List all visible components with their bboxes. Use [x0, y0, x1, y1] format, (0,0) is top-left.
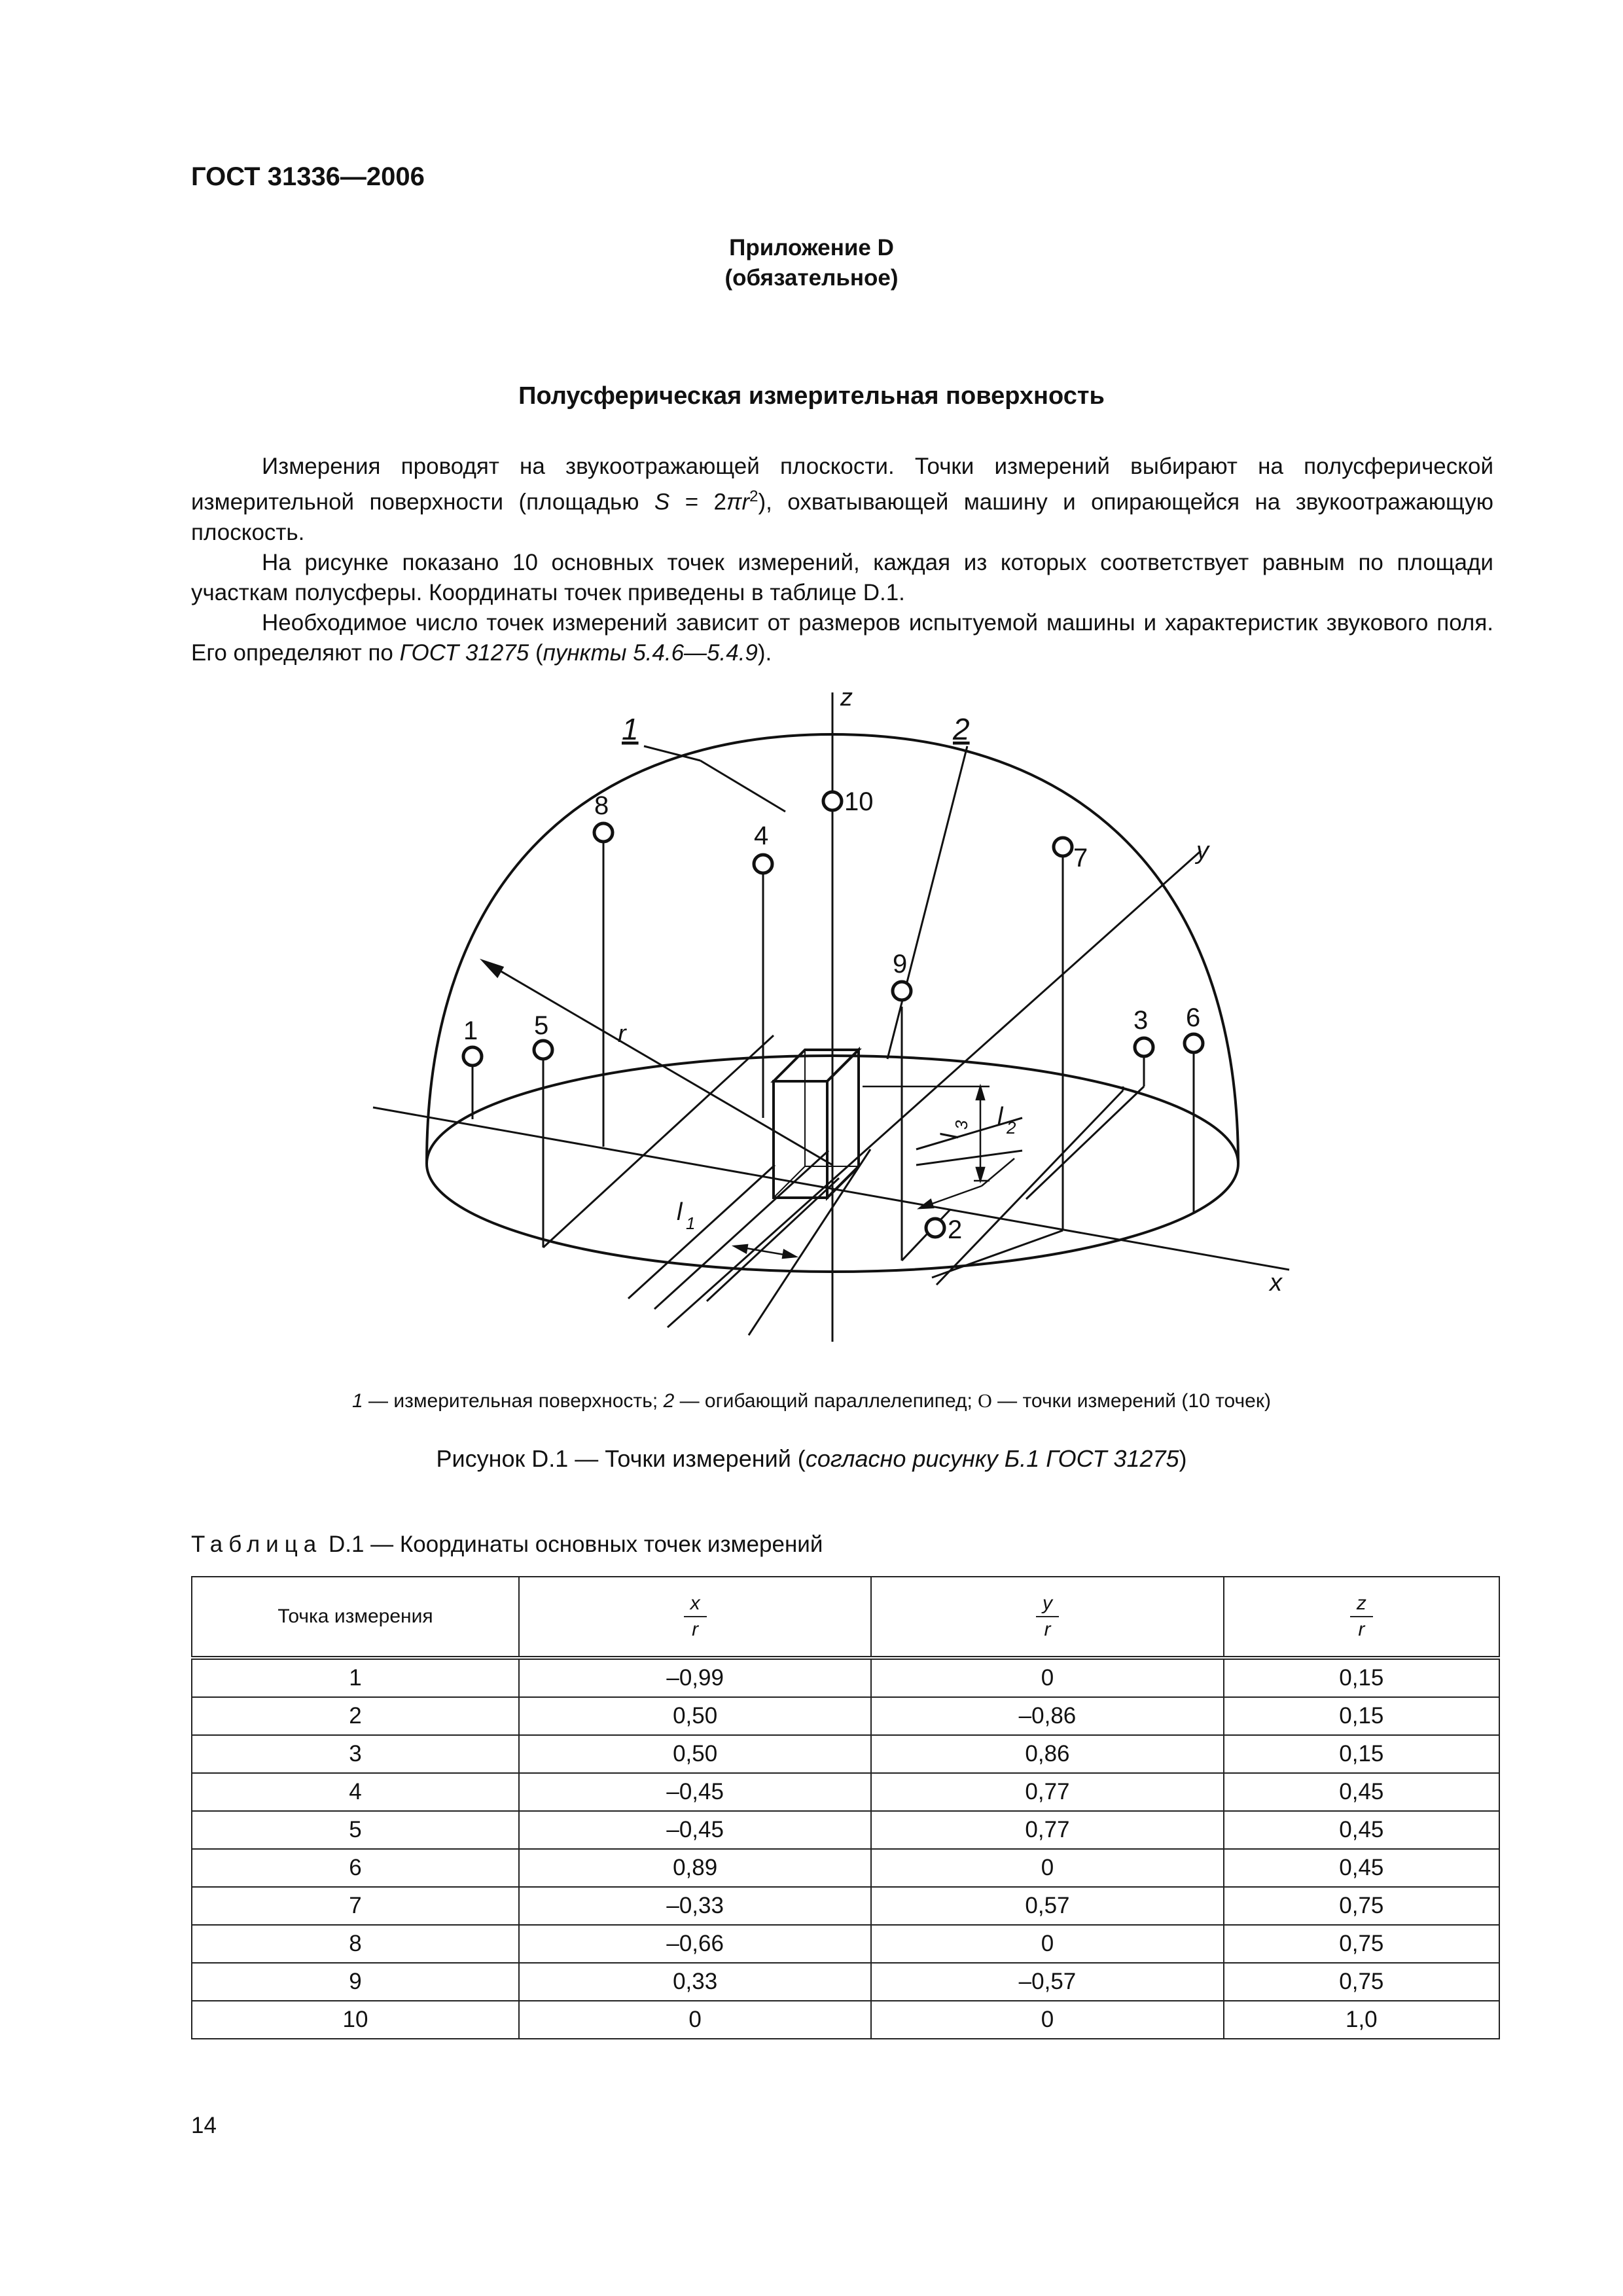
header-x: $\frac{x}{r}$ [519, 1577, 871, 1658]
annex-title: Приложение D [729, 235, 894, 260]
table-cell: 0,57 [871, 1887, 1223, 1925]
svg-text:2: 2 [1007, 1118, 1016, 1138]
table-cell: –0,66 [519, 1925, 871, 1963]
section-title: Полусферическая измерительная поверхность [518, 382, 1105, 410]
axis-y-label: y [1196, 837, 1209, 865]
figure-legend: 1 — измерительная поверхность; 2 — огибающий параллелепипед; O — точки измерений (10 точек) [352, 1390, 1271, 1412]
table-row [192, 1849, 1499, 1887]
table-cell: 0,75 [1224, 1963, 1499, 2001]
table-cell: –0,86 [871, 1697, 1223, 1735]
table-cell: 0 [871, 1925, 1223, 1963]
table-row [192, 1887, 1499, 1925]
dim-l3-label: l [936, 1133, 964, 1139]
table-row [192, 1735, 1499, 1773]
table-cell: 2 [192, 1697, 519, 1735]
table-cell: 0,50 [519, 1735, 871, 1773]
point-label-4: 4 [754, 821, 769, 850]
paragraph-1: Измерения проводят на звукоотражающей плоскости. Точки измерений выбирают на полусферической измерительной поверхности (площадью $S = 2\pi r^2$), охватывающей машину и опирающейся на звукоотражающую плоскость. [191, 454, 1493, 545]
callout-2: 2 [953, 712, 970, 746]
point-8 [594, 823, 613, 842]
table-cell: 4 [192, 1773, 519, 1811]
table-cell: 9 [192, 1963, 519, 2001]
point-label-1: 1 [463, 1016, 478, 1045]
table-cell: –0,45 [519, 1773, 871, 1811]
table-row [192, 1925, 1499, 1963]
hemisphere-figure [353, 681, 1296, 1361]
table-cell: 5 [192, 1811, 519, 1849]
figure-caption: Рисунок D.1 — Точки измерений (согласно рисунку Б.1 ГОСТ 31275) [436, 1445, 1187, 1472]
table-row [192, 1658, 1499, 1697]
table-cell: 0,45 [1224, 1849, 1499, 1887]
table-cell: 0 [871, 1849, 1223, 1887]
point-5 [534, 1041, 552, 1059]
table-caption: Таблица D.1 — Координаты основных точек измерений [191, 1532, 823, 1557]
table-cell: 0,45 [1224, 1773, 1499, 1811]
annex-heading [0, 233, 1623, 293]
table-cell: 0 [519, 2001, 871, 2039]
point-6 [1185, 1034, 1203, 1052]
dim-l2-label: l [997, 1103, 1003, 1130]
table-row [192, 1697, 1499, 1735]
table-cell: 0,15 [1224, 1735, 1499, 1773]
dim-l1-label: l [677, 1198, 683, 1226]
point-symbol: O [978, 1390, 992, 1412]
table-cell: 0,45 [1224, 1811, 1499, 1849]
table-cell: 0,50 [519, 1697, 871, 1735]
table-cell: 0,15 [1224, 1697, 1499, 1735]
point-label-8: 8 [594, 791, 609, 820]
coordinates-table [191, 1576, 1500, 2039]
table-cell: 8 [192, 1925, 519, 1963]
callout-1: 1 [622, 712, 639, 746]
x-axis [373, 1107, 1289, 1270]
point-label-10: 10 [844, 787, 874, 816]
radius-arrowhead [483, 961, 503, 977]
radius-label: r [618, 1020, 626, 1048]
point-label-3: 3 [1133, 1006, 1149, 1035]
table-cell: 0,75 [1224, 1887, 1499, 1925]
table-row [192, 1773, 1499, 1811]
radius-line [483, 961, 832, 1165]
box-parallelepiped [774, 1050, 859, 1198]
table-cell: 0,33 [519, 1963, 871, 2001]
point-label-5: 5 [534, 1011, 549, 1040]
table-cell: –0,99 [519, 1658, 871, 1697]
table-cell: 3 [192, 1735, 519, 1773]
annex-status: (обязательное) [724, 265, 899, 291]
table-cell: 0,77 [871, 1811, 1223, 1849]
header-y: $\frac{y}{r}$ [871, 1577, 1223, 1658]
table-cell: 1 [192, 1658, 519, 1697]
reference-link: ГОСТ 31275 [399, 639, 529, 666]
body-text [191, 452, 1493, 668]
table-cell: 0 [871, 1658, 1223, 1697]
table-row [192, 1811, 1499, 1849]
table-cell: –0,33 [519, 1887, 871, 1925]
standard-header: ГОСТ 31336—2006 [191, 162, 425, 191]
table-cell: –0,45 [519, 1811, 871, 1849]
point-1 [463, 1047, 482, 1066]
axis-x-label: x [1270, 1269, 1282, 1297]
header-point: Точка измерения [192, 1577, 519, 1658]
header-z: $\frac{z}{r}$ [1224, 1577, 1499, 1658]
table-cell: 0,75 [1224, 1925, 1499, 1963]
table-row [192, 1963, 1499, 2001]
svg-text:1: 1 [686, 1213, 696, 1233]
table-cell: 6 [192, 1849, 519, 1887]
dim-l2-line [982, 1158, 1014, 1186]
table-cell: 0,86 [871, 1735, 1223, 1773]
table-cell: 0,15 [1224, 1658, 1499, 1697]
point-label-2: 2 [948, 1215, 963, 1244]
table-row [192, 2001, 1499, 2039]
point-3 [1135, 1038, 1153, 1056]
table-cell: –0,57 [871, 1963, 1223, 2001]
table-cell: 0 [871, 2001, 1223, 2039]
point-9 [893, 982, 911, 1000]
table-cell: 7 [192, 1887, 519, 1925]
point-label-7: 7 [1073, 844, 1088, 872]
point-10 [823, 792, 842, 810]
paragraph-3: Необходимое число точек измерений зависит от размеров испытуемой машины и характеристик звукового поля. Его определяют по ГОСТ 31275 (пункты 5.4.6—5.4.9). [191, 609, 1493, 666]
table-cell: 0,89 [519, 1849, 871, 1887]
svg-text:3: 3 [952, 1120, 971, 1130]
point-label-6: 6 [1186, 1003, 1201, 1032]
paragraph-2: На рисунке показано 10 основных точек измерений, каждая из которых соответствует равным по площади участкам полусферы. Координаты точек приведены в таблице D.1. [191, 549, 1493, 605]
point-2 [926, 1219, 944, 1237]
page-number: 14 [191, 2113, 217, 2138]
table-cell: 10 [192, 2001, 519, 2039]
point-7 [1054, 838, 1072, 856]
point-label-9: 9 [893, 950, 908, 978]
table-header-row [192, 1577, 1499, 1658]
point-4 [754, 855, 772, 873]
table-cell: 0,77 [871, 1773, 1223, 1811]
table-cell: 1,0 [1224, 2001, 1499, 2039]
axis-z-label: z [840, 684, 853, 711]
